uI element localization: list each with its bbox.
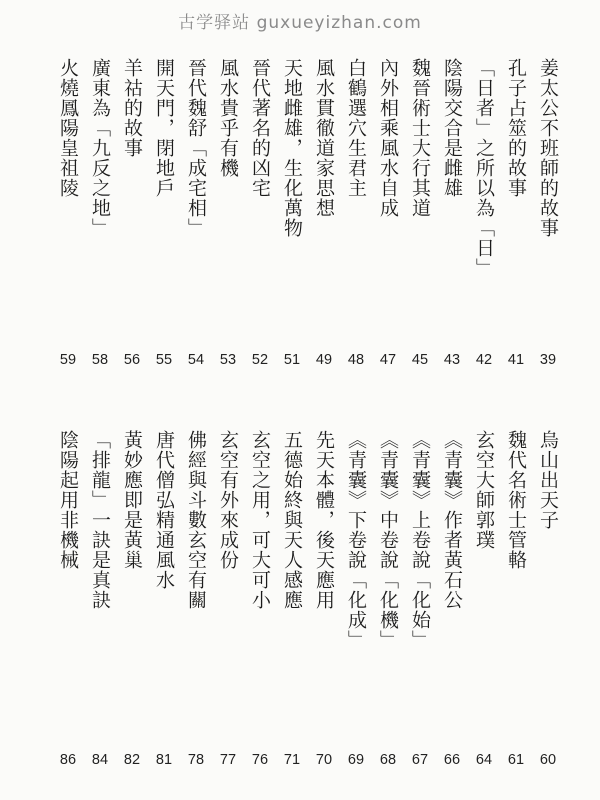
toc-entry-title: 烏山出天子 — [537, 430, 559, 530]
toc-entry-title: 《青囊》作者黃石公 — [441, 430, 463, 610]
toc-entry-page-number: 53 — [219, 352, 237, 368]
toc-entry-page-number: 78 — [187, 752, 205, 768]
toc-entry-title: 玄空大師郭璞 — [473, 430, 495, 550]
toc-entry-page-number: 45 — [411, 352, 429, 368]
toc-entry-page-number: 51 — [283, 352, 301, 368]
toc-entry-title: 孔子占筮的故事 — [505, 58, 527, 198]
toc-entry-page-number: 41 — [507, 352, 525, 368]
toc-entry-title: 風水貴乎有機 — [217, 58, 239, 178]
toc-entry-title: 廣東為「九反之地」 — [89, 58, 111, 238]
toc-entry-page-number: 66 — [443, 752, 461, 768]
toc-entry-page-number: 81 — [155, 752, 173, 768]
toc-entry-title: 火燒鳳陽皇祖陵 — [57, 58, 79, 198]
toc-entry-page-number: 55 — [155, 352, 173, 368]
toc-entry-title: 五德始終與天人感應 — [281, 430, 303, 610]
toc-entry-title: 晉代著名的凶宅 — [249, 58, 271, 198]
toc-entry-title: 晉代魏舒「成宅相」 — [185, 58, 207, 238]
toc-entry-title: 佛經與斗數玄空有關 — [185, 430, 207, 610]
toc-entry-page-number: 82 — [123, 752, 141, 768]
toc-entry-title: 內外相乘風水自成 — [377, 58, 399, 218]
toc-entry-page-number: 61 — [507, 752, 525, 768]
toc-entry-title: 《青囊》下卷說「化成」 — [345, 430, 367, 650]
toc-entry-title: 魏代名術士管輅 — [505, 430, 527, 570]
toc-entry-title: 玄空之用，可大可小 — [249, 430, 271, 610]
toc-entry-page-number: 58 — [91, 352, 109, 368]
toc-entry-title: 陰陽起用非機械 — [57, 430, 79, 570]
toc-entry-page-number: 49 — [315, 352, 333, 368]
toc-entry-page-number: 56 — [123, 352, 141, 368]
toc-section-bottom — [0, 430, 600, 788]
toc-entry-page-number: 64 — [475, 752, 493, 768]
toc-entry-title: 「日者」之所以為「日」 — [473, 58, 495, 278]
toc-entry-title: 天地雌雄，生化萬物 — [281, 58, 303, 238]
toc-entry-title: 白鶴選穴生君主 — [345, 58, 367, 198]
toc-entry-page-number: 60 — [539, 752, 557, 768]
toc-entry-page-number: 52 — [251, 352, 269, 368]
toc-entry-page-number: 43 — [443, 352, 461, 368]
toc-entry-page-number: 71 — [283, 752, 301, 768]
toc-entry-title: 《青囊》上卷說「化始」 — [409, 430, 431, 650]
toc-entry-page-number: 54 — [187, 352, 205, 368]
toc-entry-title: 《青囊》中卷說「化機」 — [377, 430, 399, 650]
toc-entry-page-number: 68 — [379, 752, 397, 768]
toc-entry-title: 羊祜的故事 — [121, 58, 143, 158]
toc-entry-title: 風水貫徹道家思想 — [313, 58, 335, 218]
toc-section-top — [0, 58, 600, 398]
toc-entry-title: 魏晉術士大行其道 — [409, 58, 431, 218]
toc-entry-page-number: 69 — [347, 752, 365, 768]
toc-entry-title: 唐代僧弘精通風水 — [153, 430, 175, 590]
toc-entry-page-number: 39 — [539, 352, 557, 368]
toc-entry-title: 「排龍」一訣是真訣 — [89, 430, 111, 610]
toc-entry-page-number: 70 — [315, 752, 333, 768]
toc-entry-page-number: 42 — [475, 352, 493, 368]
toc-entry-title: 姜太公不班師的故事 — [537, 58, 559, 238]
toc-entry-title: 開天門，閉地戶 — [153, 58, 175, 198]
toc-entry-page-number: 84 — [91, 752, 109, 768]
toc-entry-title: 玄空有外來成份 — [217, 430, 239, 570]
toc-entry-title: 陰陽交合是雌雄 — [441, 58, 463, 198]
toc-entry-page-number: 59 — [59, 352, 77, 368]
toc-entry-page-number: 48 — [347, 352, 365, 368]
toc-entry-title: 黃妙應即是黃巢 — [121, 430, 143, 570]
toc-entry-title: 先天本體，後天應用 — [313, 430, 335, 610]
site-watermark: 古学驿站 guxueyizhan.com — [178, 13, 422, 33]
toc-entry-page-number: 76 — [251, 752, 269, 768]
toc-entry-page-number: 47 — [379, 352, 397, 368]
toc-entry-page-number: 67 — [411, 752, 429, 768]
toc-entry-page-number: 77 — [219, 752, 237, 768]
toc-entry-page-number: 86 — [59, 752, 77, 768]
